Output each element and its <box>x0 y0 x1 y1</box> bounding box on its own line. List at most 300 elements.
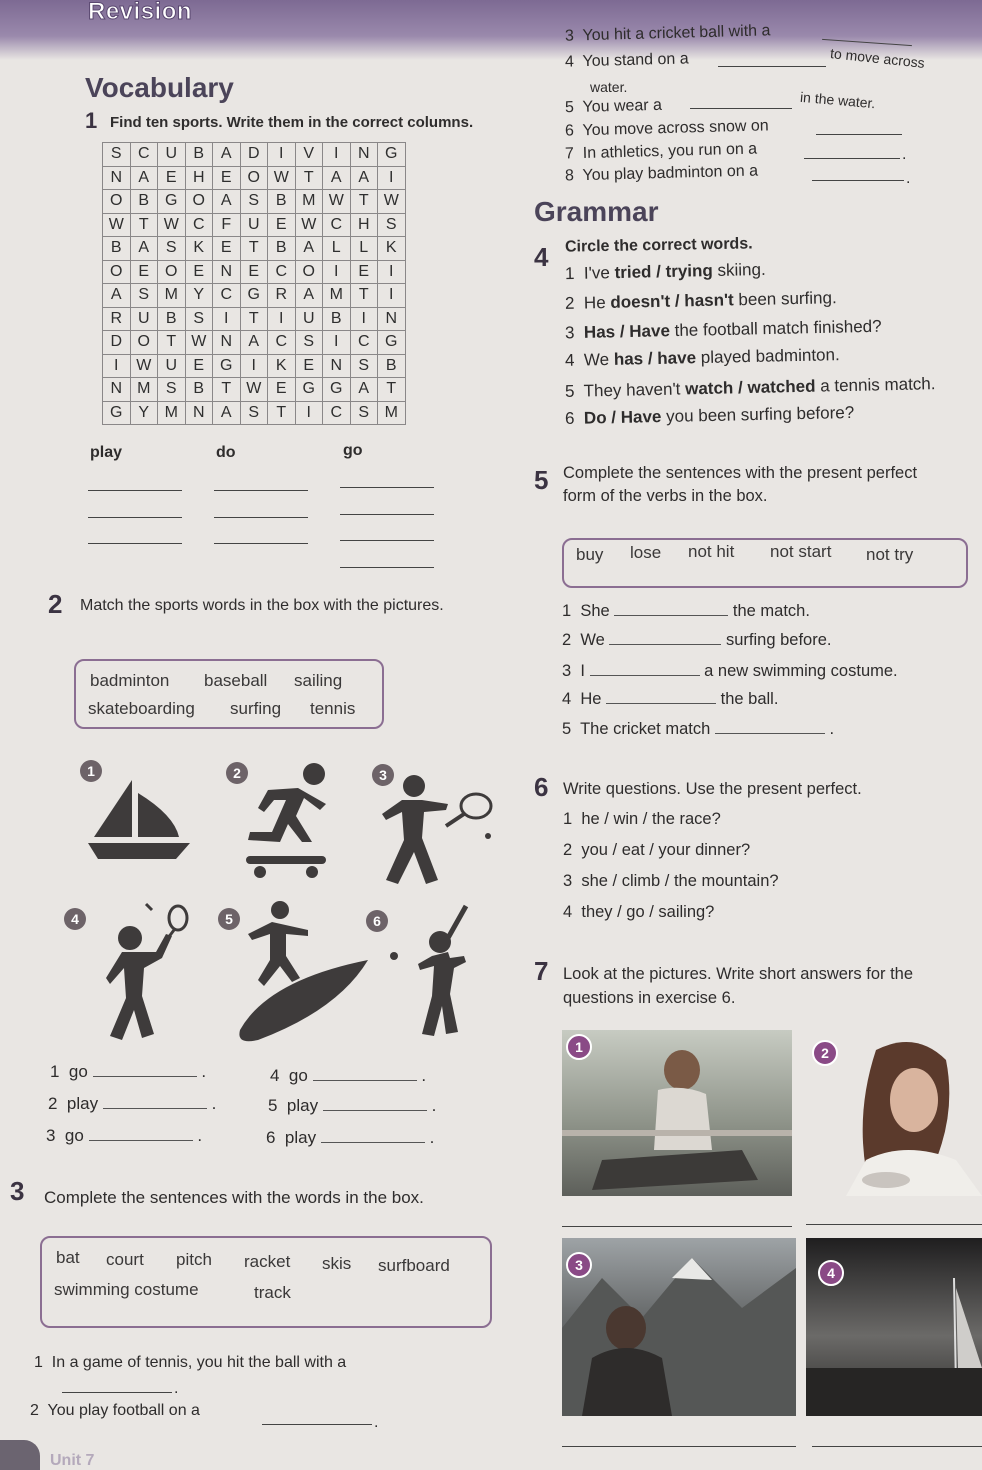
answer-line[interactable] <box>62 1392 172 1393</box>
grid-cell[interactable]: O <box>185 190 213 214</box>
grid-cell[interactable]: W <box>378 190 406 214</box>
ex5-item <box>562 720 834 739</box>
ex2-item <box>48 1094 216 1114</box>
answer-line[interactable] <box>562 1446 796 1447</box>
ex3-item-4-end2: water. <box>590 79 628 95</box>
ex4-item <box>565 317 882 344</box>
item-number: 5 <box>268 1096 278 1115</box>
grid-cell[interactable]: C <box>323 401 351 425</box>
grid-cell[interactable]: W <box>295 213 323 237</box>
grid-cell[interactable]: N <box>213 260 241 284</box>
ex4-item <box>565 260 766 284</box>
grid-cell[interactable]: N <box>103 378 131 402</box>
grid-row <box>103 284 406 308</box>
grid-cell[interactable]: O <box>240 166 268 190</box>
ex3-item-8-end: . <box>906 170 911 187</box>
grid-cell[interactable]: O <box>295 260 323 284</box>
item-subject: She <box>580 602 610 620</box>
grid-cell[interactable]: B <box>268 190 296 214</box>
answer-line[interactable] <box>816 134 902 135</box>
word-bat: bat <box>56 1248 80 1267</box>
grid-cell[interactable]: M <box>130 378 158 402</box>
grid-cell[interactable]: M <box>158 401 186 425</box>
answer-line[interactable] <box>88 543 182 544</box>
word-choice[interactable]: has / have <box>613 348 697 369</box>
grid-cell[interactable]: M <box>378 401 406 425</box>
word-surfing: surfing <box>230 699 282 718</box>
grid-cell[interactable]: I <box>378 284 406 308</box>
grid-cell[interactable]: C <box>350 331 378 355</box>
grid-cell[interactable]: A <box>213 401 241 425</box>
grid-cell[interactable]: I <box>268 143 296 167</box>
answer-blank[interactable] <box>103 1108 207 1109</box>
answer-line[interactable] <box>340 487 434 488</box>
ex4-instruction: Circle the correct words. <box>564 235 753 256</box>
answer-line[interactable] <box>812 1446 982 1447</box>
grid-cell[interactable]: B <box>268 237 296 261</box>
item-post: skiing. <box>712 259 766 281</box>
item-rest: a new swimming costume. <box>704 662 898 680</box>
word-pitch: pitch <box>176 1250 212 1269</box>
ex3-item-3: 3 You hit a cricket ball with a <box>564 22 771 45</box>
grid-cell[interactable]: N <box>185 401 213 425</box>
word-track: track <box>254 1283 291 1302</box>
grid-cell[interactable]: D <box>103 331 131 355</box>
grid-cell[interactable]: G <box>295 378 323 402</box>
ex5-item <box>562 662 898 681</box>
grid-cell[interactable]: A <box>350 166 378 190</box>
item-end: . <box>421 1066 427 1085</box>
word-choice[interactable]: tried / trying <box>614 261 713 283</box>
grid-cell[interactable]: E <box>268 378 296 402</box>
item-subject: We <box>580 631 605 649</box>
item-pre: We <box>583 349 615 370</box>
word-search-grid <box>102 142 406 425</box>
item-text: she / climb / the mountain? <box>581 872 779 890</box>
grid-cell[interactable]: Y <box>130 401 158 425</box>
grid-row <box>103 331 406 355</box>
ex5-number: 5 <box>534 465 549 495</box>
item-rest: . <box>829 720 835 738</box>
item-end: . <box>197 1126 203 1145</box>
ex3-item-2: 2 You play football on a <box>30 1402 200 1419</box>
grid-cell[interactable]: I <box>213 307 241 331</box>
ex4-number: 4 <box>534 242 549 272</box>
grid-cell[interactable]: I <box>378 260 406 284</box>
grid-cell[interactable]: E <box>268 213 296 237</box>
grid-cell[interactable]: T <box>213 378 241 402</box>
ex1-number: 1 <box>85 108 98 133</box>
grid-cell[interactable]: S <box>130 284 158 308</box>
ex2-item <box>266 1128 434 1148</box>
grid-cell[interactable]: A <box>130 166 158 190</box>
grid-cell[interactable]: E <box>213 237 241 261</box>
grid-cell[interactable]: I <box>350 307 378 331</box>
ex3-item-1: 1 In a game of tennis, you hit the ball with a <box>34 1354 347 1371</box>
grid-cell[interactable]: T <box>158 331 186 355</box>
grid-cell[interactable]: M <box>158 284 186 308</box>
word-skis: skis <box>322 1254 352 1273</box>
grid-row <box>103 378 406 402</box>
picture-number-1: 1 <box>80 760 102 782</box>
grid-cell[interactable]: W <box>130 354 158 378</box>
grid-cell[interactable]: W <box>323 190 351 214</box>
baseball-pictogram-icon <box>384 900 474 1040</box>
word-swimming-costume: swimming costume <box>54 1280 199 1299</box>
picture-number-2: 2 <box>226 762 248 784</box>
grid-row <box>103 166 406 190</box>
ex3-item-6: 6 You move across snow on <box>564 117 769 140</box>
grid-cell[interactable]: S <box>240 401 268 425</box>
grid-cell[interactable]: B <box>323 307 351 331</box>
ex6-item <box>563 903 714 922</box>
grid-cell[interactable]: S <box>350 401 378 425</box>
item-number: 1 <box>562 602 572 620</box>
item-subject: The cricket match <box>580 720 711 738</box>
item-number: 3 <box>563 872 573 890</box>
grid-row <box>103 237 406 261</box>
grid-cell[interactable]: T <box>350 284 378 308</box>
answer-blank[interactable] <box>590 675 700 676</box>
grid-cell[interactable]: E <box>130 260 158 284</box>
grid-cell[interactable]: N <box>378 307 406 331</box>
photo-girl-mountain <box>562 1238 796 1416</box>
answer-blank[interactable] <box>89 1140 193 1141</box>
grid-cell[interactable]: C <box>130 143 158 167</box>
grid-cell[interactable]: T <box>268 401 296 425</box>
item-post: a tennis match. <box>815 374 936 396</box>
grid-cell[interactable]: U <box>240 213 268 237</box>
answer-blank[interactable] <box>313 1080 417 1081</box>
answer-blank[interactable] <box>321 1142 425 1143</box>
item-end: . <box>211 1094 217 1113</box>
item-number: 4 <box>270 1066 280 1085</box>
word-not-hit: not hit <box>688 542 735 561</box>
word-tennis: tennis <box>310 699 356 718</box>
word-racket: racket <box>244 1252 291 1271</box>
answer-line[interactable] <box>340 567 434 568</box>
grid-cell[interactable]: W <box>185 331 213 355</box>
grid-cell[interactable]: E <box>185 260 213 284</box>
grid-cell[interactable]: R <box>103 307 131 331</box>
answer-line[interactable] <box>340 514 434 515</box>
grid-cell[interactable]: A <box>323 166 351 190</box>
answer-blank[interactable] <box>609 644 721 645</box>
item-number: 3 <box>564 323 575 343</box>
item-post: you been surfing before? <box>661 402 855 427</box>
grid-cell[interactable]: D <box>240 143 268 167</box>
picture-number-5: 5 <box>218 908 240 930</box>
grid-cell[interactable]: C <box>323 213 351 237</box>
grid-cell[interactable]: N <box>350 143 378 167</box>
vocabulary-heading: Vocabulary <box>85 72 234 103</box>
ex3-item-5-end: in the water. <box>799 88 877 112</box>
item-text: you / eat / your dinner? <box>581 841 751 859</box>
photo-number-4: 4 <box>818 1260 844 1286</box>
ex6-item <box>563 810 721 829</box>
grid-cell[interactable]: H <box>185 166 213 190</box>
grid-cell[interactable]: G <box>158 190 186 214</box>
grid-cell[interactable]: T <box>350 190 378 214</box>
grid-cell[interactable]: S <box>185 307 213 331</box>
item-number: 5 <box>562 720 572 738</box>
grid-cell[interactable]: S <box>295 331 323 355</box>
item-verb: play <box>286 1096 319 1115</box>
grid-cell[interactable]: R <box>268 284 296 308</box>
grid-cell[interactable]: G <box>240 284 268 308</box>
grid-cell[interactable]: E <box>240 260 268 284</box>
grid-cell[interactable]: V <box>295 143 323 167</box>
grid-cell[interactable]: B <box>130 190 158 214</box>
grid-cell[interactable]: F <box>213 213 241 237</box>
item-end: . <box>431 1096 437 1115</box>
grid-cell[interactable]: M <box>295 190 323 214</box>
grammar-heading: Grammar <box>534 196 659 227</box>
answer-line[interactable] <box>214 490 308 491</box>
ex2-instruction: Match the sports words in the box with the pictures. <box>80 597 444 614</box>
answer-line[interactable] <box>804 158 900 159</box>
tennis-pictogram-icon <box>372 770 502 890</box>
word-choice[interactable]: doesn't / hasn't <box>610 290 734 312</box>
grid-cell[interactable]: I <box>323 260 351 284</box>
grid-cell[interactable]: A <box>130 237 158 261</box>
grid-cell[interactable]: K <box>268 354 296 378</box>
ex5-instruction: Complete the sentences with the present perfect form of the verbs in the box. <box>563 464 918 505</box>
picture-number-6: 6 <box>366 910 388 932</box>
item-end: . <box>201 1062 207 1081</box>
ex3-item-4: 4 You stand on a <box>564 50 689 71</box>
grid-cell[interactable]: S <box>378 213 406 237</box>
ex3-item-8: 8 You play badminton on a <box>564 162 759 185</box>
answer-blank[interactable] <box>715 733 825 734</box>
ex2-item <box>46 1126 202 1146</box>
grid-cell[interactable]: A <box>103 284 131 308</box>
grid-cell[interactable]: I <box>378 166 406 190</box>
answer-blank[interactable] <box>93 1076 197 1077</box>
ex5-item <box>562 602 810 621</box>
grid-cell[interactable]: E <box>350 260 378 284</box>
grid-cell[interactable]: I <box>295 401 323 425</box>
grid-row <box>103 260 406 284</box>
grid-cell[interactable]: U <box>158 354 186 378</box>
word-baseball: baseball <box>204 671 268 690</box>
ex5-item <box>562 631 831 650</box>
grid-cell[interactable]: O <box>158 260 186 284</box>
item-end: . <box>429 1128 435 1147</box>
photo-number-2: 2 <box>812 1040 838 1066</box>
item-number: 4 <box>564 350 575 370</box>
item-number: 1 <box>564 263 575 284</box>
answer-line[interactable] <box>718 66 826 67</box>
grid-cell[interactable]: O <box>130 331 158 355</box>
grid-cell[interactable]: W <box>240 378 268 402</box>
ex3-item-2-end: . <box>374 1414 379 1431</box>
grid-cell[interactable]: E <box>185 354 213 378</box>
grid-cell[interactable]: S <box>103 143 131 167</box>
grid-cell[interactable]: I <box>268 307 296 331</box>
grid-row <box>103 354 406 378</box>
grid-cell[interactable]: I <box>323 331 351 355</box>
ex3-item-5: 5 You wear a <box>564 96 663 117</box>
grid-cell[interactable]: I <box>103 354 131 378</box>
grid-cell[interactable]: W <box>268 166 296 190</box>
ex3-item-4-end: to move across <box>829 45 926 71</box>
grid-cell[interactable]: I <box>323 143 351 167</box>
grid-cell[interactable]: B <box>185 143 213 167</box>
grid-cell[interactable]: O <box>103 260 131 284</box>
ex3-item-7-end: . <box>902 146 907 163</box>
item-number: 3 <box>46 1126 56 1145</box>
grid-cell[interactable]: W <box>103 213 131 237</box>
item-number: 6 <box>266 1128 276 1147</box>
word-sailing: sailing <box>294 671 343 690</box>
grid-cell[interactable]: Y <box>185 284 213 308</box>
item-number: 4 <box>562 690 572 708</box>
grid-cell[interactable]: L <box>323 237 351 261</box>
grid-cell[interactable]: L <box>350 237 378 261</box>
answer-line[interactable] <box>562 1226 792 1227</box>
grid-cell[interactable]: B <box>158 307 186 331</box>
ex3-item-1-end: . <box>174 1380 179 1397</box>
answer-blank[interactable] <box>614 615 728 616</box>
grid-cell[interactable]: A <box>295 284 323 308</box>
item-number: 2 <box>562 631 572 649</box>
grid-cell[interactable]: S <box>158 237 186 261</box>
grid-row <box>103 401 406 425</box>
grid-cell[interactable]: G <box>103 401 131 425</box>
ex4-item <box>565 345 840 371</box>
word-badminton: badminton <box>90 671 170 690</box>
grid-row <box>103 190 406 214</box>
item-subject: I <box>580 662 585 680</box>
item-post: played badminton. <box>695 345 840 368</box>
answer-line[interactable] <box>806 1224 982 1225</box>
grid-row <box>103 143 406 167</box>
grid-cell[interactable]: S <box>350 354 378 378</box>
grid-cell[interactable]: N <box>103 166 131 190</box>
grid-cell[interactable]: A <box>350 378 378 402</box>
answer-blank[interactable] <box>606 703 716 704</box>
word-lose: lose <box>630 543 662 562</box>
grid-cell[interactable]: C <box>268 331 296 355</box>
item-number: 2 <box>48 1094 58 1113</box>
grid-cell[interactable]: T <box>240 237 268 261</box>
item-verb: play <box>284 1128 317 1147</box>
grid-cell[interactable]: N <box>213 331 241 355</box>
grid-cell[interactable]: C <box>185 213 213 237</box>
grid-cell[interactable]: G <box>378 331 406 355</box>
column-go: go <box>343 442 363 459</box>
sailing-pictogram-icon <box>84 775 194 865</box>
grid-cell[interactable]: E <box>295 354 323 378</box>
ex2-item <box>50 1062 206 1082</box>
answer-line[interactable] <box>262 1424 372 1425</box>
ex7-number: 7 <box>534 956 549 986</box>
grid-cell[interactable]: S <box>158 378 186 402</box>
item-subject: He <box>580 690 602 708</box>
word-choice[interactable]: Do / Have <box>583 407 662 428</box>
grid-cell[interactable]: W <box>158 213 186 237</box>
grid-cell[interactable]: H <box>350 213 378 237</box>
item-text: he / win / the race? <box>581 810 721 828</box>
grid-cell[interactable]: A <box>295 237 323 261</box>
answer-line[interactable] <box>88 517 182 518</box>
grid-cell[interactable]: G <box>323 378 351 402</box>
word-court: court <box>106 1250 144 1269</box>
grid-cell[interactable]: O <box>103 190 131 214</box>
grid-cell[interactable]: B <box>185 378 213 402</box>
item-text: they / go / sailing? <box>581 903 715 921</box>
grid-cell[interactable]: U <box>130 307 158 331</box>
skateboarding-pictogram-icon <box>228 760 338 890</box>
grid-cell[interactable]: A <box>213 143 241 167</box>
grid-cell[interactable]: G <box>213 354 241 378</box>
surfing-pictogram-icon <box>228 900 368 1045</box>
grid-cell[interactable]: U <box>158 143 186 167</box>
grid-cell[interactable]: K <box>185 237 213 261</box>
ex3-item-7: 7 In athletics, you run on a <box>564 140 758 163</box>
footer-unit: Unit 7 <box>50 1452 95 1469</box>
grid-cell[interactable]: K <box>378 237 406 261</box>
item-number: 1 <box>563 810 573 828</box>
item-number: 2 <box>563 841 573 859</box>
grid-cell[interactable]: T <box>295 166 323 190</box>
answer-line[interactable] <box>88 490 182 491</box>
photo-number-1: 1 <box>566 1034 592 1060</box>
grid-cell[interactable]: G <box>378 143 406 167</box>
column-do: do <box>216 444 236 461</box>
grid-cell[interactable]: A <box>240 331 268 355</box>
answer-line[interactable] <box>340 540 434 541</box>
item-rest: the match. <box>732 602 810 620</box>
picture-number-4: 4 <box>64 908 86 930</box>
grid-cell[interactable]: B <box>378 354 406 378</box>
ex3-instruction: Complete the sentences with the words in the box. <box>44 1188 424 1207</box>
word-choice[interactable]: watch / watched <box>684 376 816 399</box>
ex6-number: 6 <box>534 772 549 802</box>
photo-number-3: 3 <box>566 1252 592 1278</box>
ex4-item <box>565 403 855 429</box>
grid-cell[interactable]: N <box>323 354 351 378</box>
answer-line[interactable] <box>690 108 792 109</box>
grid-cell[interactable]: E <box>213 166 241 190</box>
ex6-item <box>563 841 750 860</box>
answer-line[interactable] <box>812 180 904 181</box>
item-rest: the ball. <box>720 690 779 708</box>
ex3-number: 3 <box>10 1176 25 1206</box>
grid-cell[interactable]: E <box>158 166 186 190</box>
grid-cell[interactable]: T <box>130 213 158 237</box>
grid-cell[interactable]: I <box>240 354 268 378</box>
grid-cell[interactable]: U <box>295 307 323 331</box>
answer-line[interactable] <box>214 543 308 544</box>
grid-cell[interactable]: T <box>378 378 406 402</box>
grid-cell[interactable]: C <box>268 260 296 284</box>
ex5-item <box>562 690 778 709</box>
grid-cell[interactable]: M <box>323 284 351 308</box>
word-choice[interactable]: Has / Have <box>583 321 671 342</box>
grid-cell[interactable]: C <box>213 284 241 308</box>
grid-cell[interactable]: S <box>240 190 268 214</box>
grid-cell[interactable]: A <box>213 190 241 214</box>
item-pre: They haven't <box>583 379 686 401</box>
grid-cell[interactable]: B <box>103 237 131 261</box>
item-post: the football match finished? <box>669 316 882 341</box>
answer-blank[interactable] <box>323 1110 427 1111</box>
grid-row <box>103 213 406 237</box>
grid-cell[interactable]: T <box>240 307 268 331</box>
answer-line[interactable] <box>214 517 308 518</box>
